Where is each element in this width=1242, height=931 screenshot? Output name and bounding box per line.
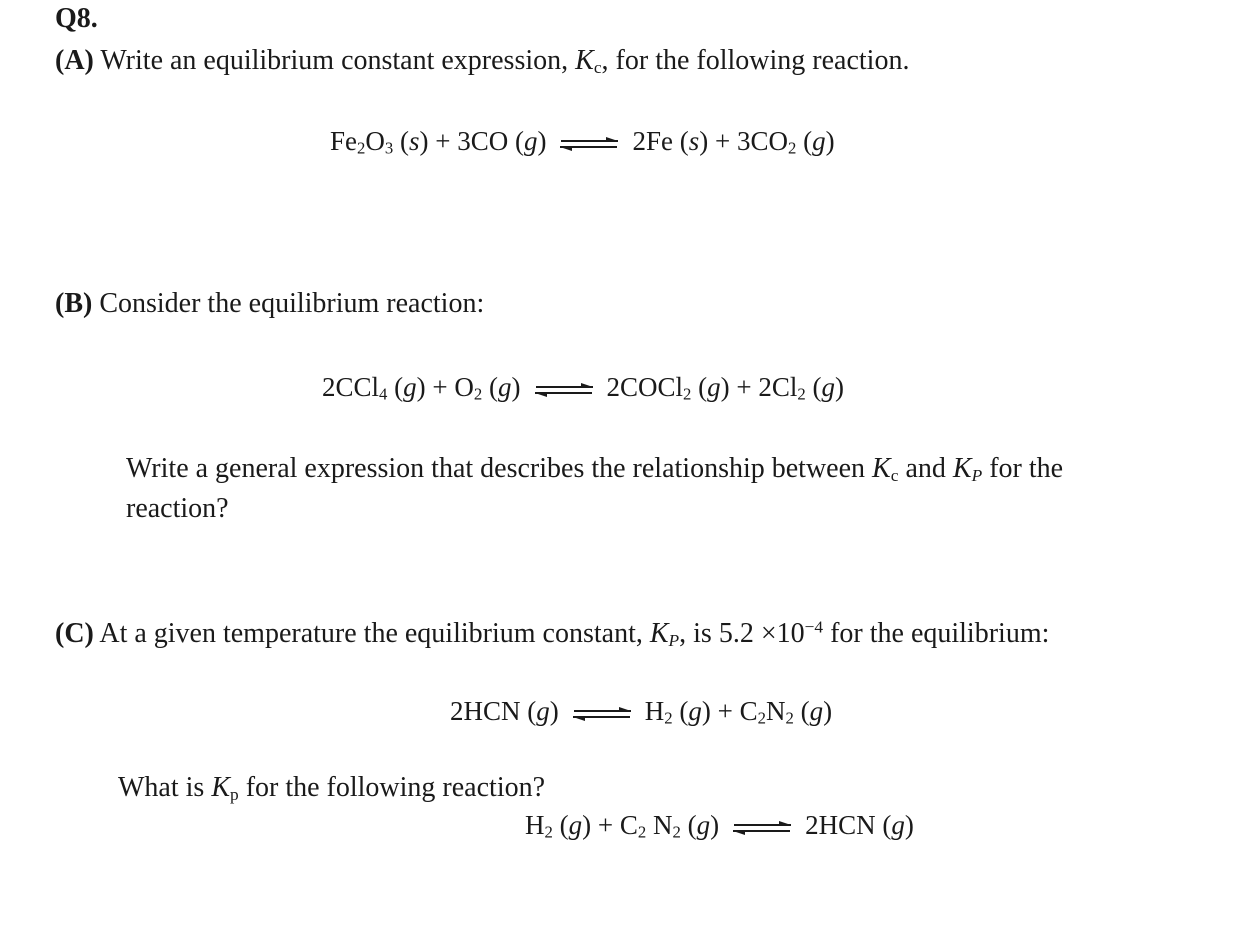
products: $H_2$ $(g) + C_2N_2$ (g) [644, 696, 833, 728]
part-c-prompt: (C) At a given temperature the equilibrium constant, $K_P$, is $5.2 \times 10^{-4}$ for the equilibrium: [55, 617, 1050, 650]
equilibrium-arrow-icon [731, 821, 793, 835]
part-a-prompt: (A) Write an equilibrium constant expression, $K_c$, for the following reaction. [55, 45, 910, 77]
part-b-instruction-line2: reaction? [126, 493, 229, 524]
equilibrium-arrow-icon [571, 707, 633, 721]
question-number: Q8. [55, 3, 98, 34]
products: 2Fe $(s) + 3CO_2$ (g) [632, 126, 835, 158]
part-b-prompt: (B) Consider the equilibrium reaction: [55, 288, 485, 319]
equilibrium-arrow-icon [558, 137, 620, 151]
reaction-c2 [525, 810, 914, 842]
products: 2HCN (g) [805, 810, 914, 840]
reaction-a [330, 126, 835, 158]
part-c-question: What is $K_p$ for the following reaction? [118, 772, 546, 804]
part-a-label: (A) [55, 45, 94, 76]
part-c-label: (C) [55, 618, 94, 649]
reactants: 2CCl$_4$ $(g) + O_2$ (g) [322, 372, 521, 404]
part-b-instruction: Write a general expression that describes the relationship between $K_c$ and $K_P$ for the [126, 453, 1064, 485]
reaction-c1 [450, 696, 833, 728]
reaction-b [322, 372, 845, 404]
reactants: $H_2$ $(g) + C_2$ $N_2$ (g) [525, 810, 720, 842]
equilibrium-arrow-icon [533, 383, 595, 397]
reactants: 2HCN (g) [450, 696, 559, 726]
reactants: $Fe_2O_3$ (s) + 3CO (g) [330, 126, 547, 158]
products: 2COCl$_2$ $(g) + 2Cl_2$ (g) [606, 372, 845, 404]
part-b-label: (B) [55, 288, 93, 319]
